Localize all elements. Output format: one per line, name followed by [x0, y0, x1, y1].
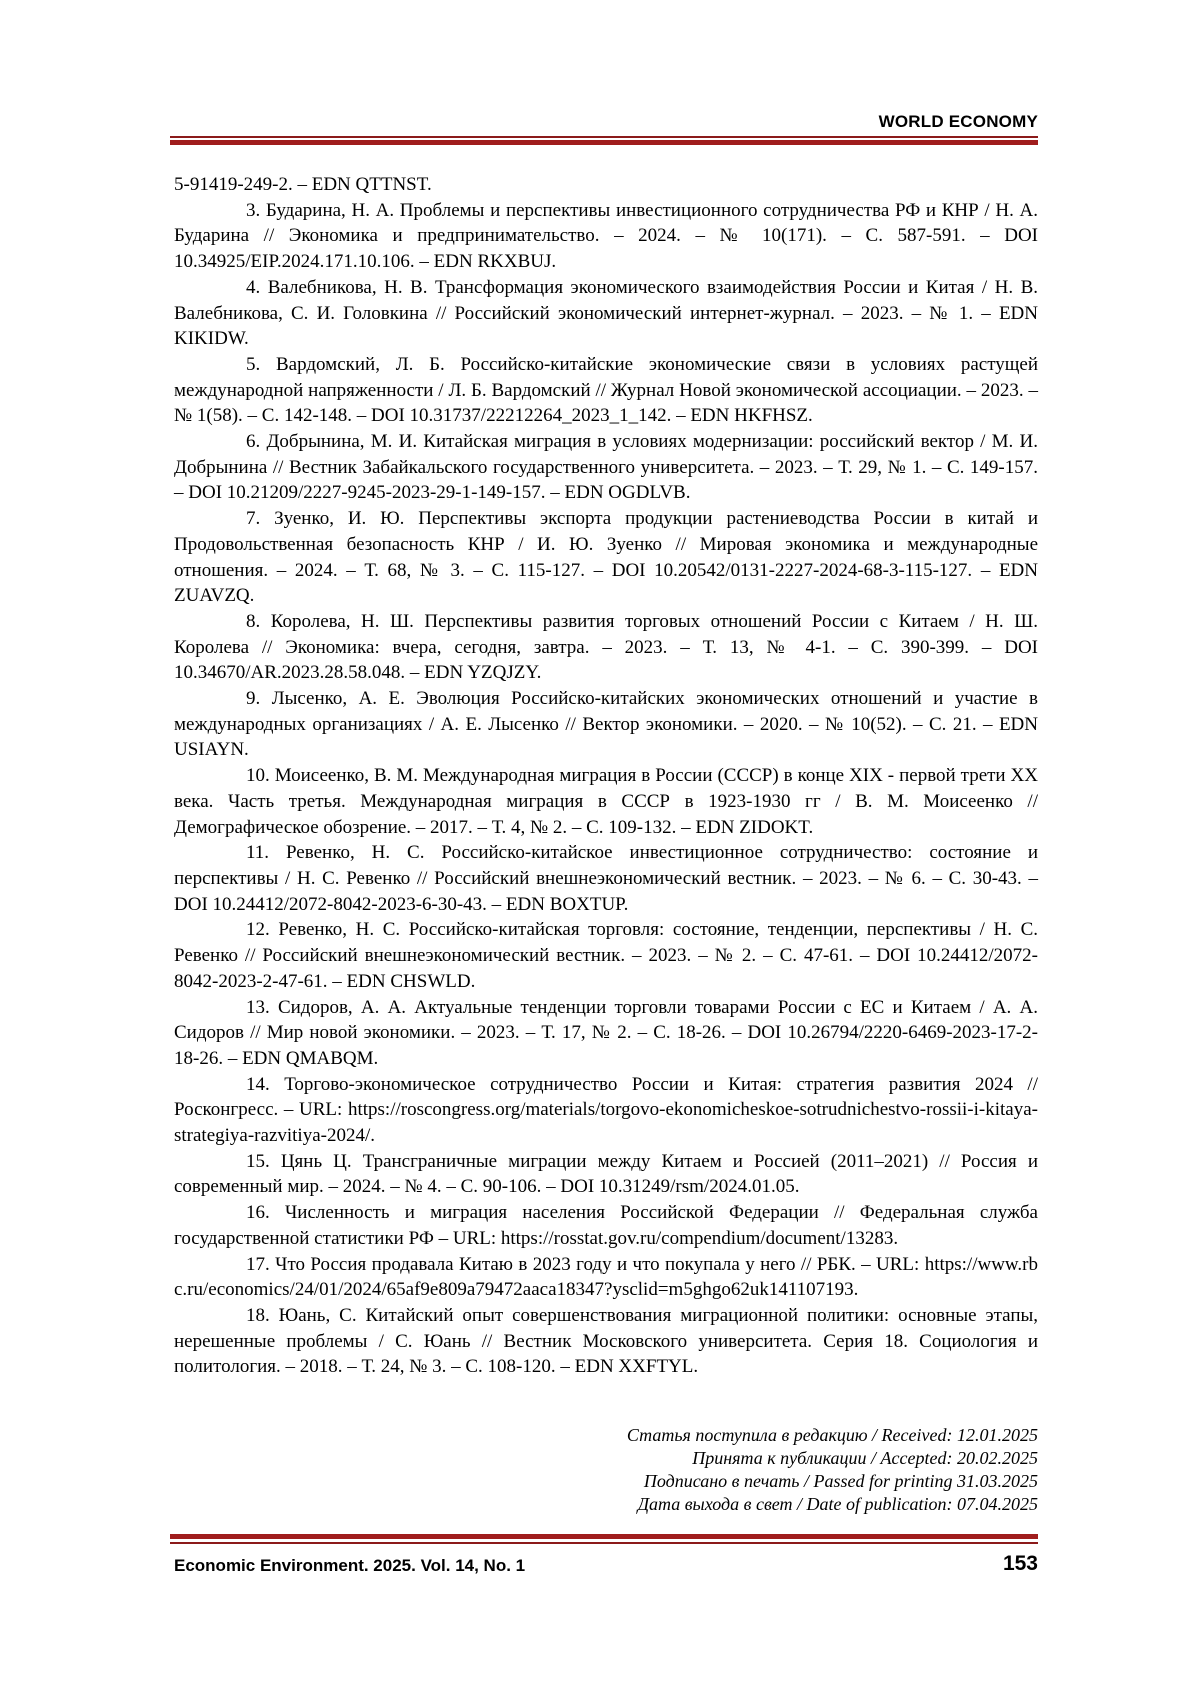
reference-item-3: 3. Бударина, Н. А. Проблемы и перспективы инвестиционного сотрудничества РФ и КНР / Н. А. Бударина // Экономика и предпринимательство. – 2024. – № 10(171). – С. 587-591. – DOI 10.34925/EIP.2024.171.10.106. – EDN RKXBUJ. [174, 199, 1038, 273]
reference-item-9: 9. Лысенко, А. Е. Эволюция Российско-китайских экономических отношений и участие в международных организациях / А. Е. Лысенко // Вектор экономики. – 2020. – № 10(52). – С. 21. – EDN USIAYN. [174, 688, 1038, 761]
printing-date: Подписано в печать / Passed for printing 31.03.2025 [643, 1471, 1038, 1491]
reference-item-17: 17. Что Россия продавала Китаю в 2023 году и что покупала у него // РБК. – URL: https://www.rbc.ru/economics/24/01/2024/65af9e809a79472aaca18347?ysclid=m5ghgo62uk141107193. [174, 1253, 1038, 1301]
footer-rule-thin [170, 1542, 1038, 1544]
footer-rule-thick [170, 1534, 1038, 1539]
reference-item-6: 6. Добрынина, М. И. Китайская миграция в условиях модернизации: российский вектор / М. И. Добрынина // Вестник Забайкальского государственного университета. – 2023. – Т. 29, № 1. – С. 149-157. – DOI 10.21209/2227-9245-2023-29-1-149-157. – EDN OGDLVB. [174, 431, 1038, 504]
header-rule-thin [170, 136, 1038, 138]
reference-item-5: 5. Вардомский, Л. Б. Российско-китайские экономические связи в условиях растущей международной напряженности / Л. Б. Вардомский // Журнал Новой экономической ассоциации. – 2023. – № 1(58). – С. 142-148. – DOI 10.31737/22212264_2023_1_142. – EDN HKFHSZ. [174, 353, 1038, 427]
reference-list [174, 172, 1038, 1380]
reference-item-18: 18. Юань, С. Китайский опыт совершенствования миграционной политики: основные этапы, нерешенные проблемы / С. Юань // Вестник Московского университета. Серия 18. Социология и политология. – 2018. – Т. 24, № 3. – С. 108-120. – EDN XXFTYL. [174, 1304, 1038, 1378]
journal-citation: Economic Environment. 2025. Vol. 14, No. 1 [174, 1556, 526, 1575]
reference-item-8: 8. Королева, Н. Ш. Перспективы развития торговых отношений России с Китаем / Н. Ш. Королева // Экономика: вчера, сегодня, завтра. – 2023. – Т. 13, № 4-1. – С. 390-399. – DOI 10.34670/AR.2023.28.58.048. – EDN YZQJZY. [174, 610, 1038, 684]
reference-item-4: 4. Валебникова, Н. В. Трансформация экономического взаимодействия России и Китая / Н. В. Валебникова, С. И. Головкина // Российский экономический интернет-журнал. – 2023. – № 1. – EDN KIKIDW. [174, 276, 1038, 350]
reference-item-14: 14. Торгово-экономическое сотрудничество России и Китая: стратегия развития 2024 // Росконгресс. – URL: https://roscongress.org/materials/torgovo-ekonomicheskoe-sotrudnichestvo-rossii-i-kitaya-strategiya-razvitiya-2024/. [174, 1073, 1038, 1147]
reference-item-7: 7. Зуенко, И. Ю. Перспективы экспорта продукции растениеводства России в китай и Продовольственная безопасность КНР / И. Ю. Зуенко // Мировая экономика и международные отношения. – 2024. – Т. 68, № 3. – С. 115-127. – DOI 10.20542/0131-2227-2024-68-3-115-127. – EDN ZUAVZQ. [174, 508, 1038, 607]
reference-item-10: 10. Моисеенко, В. М. Международная миграция в России (СССР) в конце XIX - первой трети XX века. Часть третья. Международная миграция в СССР в 1923-1930 гг / В. М. Моисеенко // Демографическое обозрение. – 2017. – Т. 4, № 2. – С. 109-132. – EDN ZIDOKT. [174, 765, 1038, 838]
accepted-date: Принята к публикации / Accepted: 20.02.2025 [692, 1448, 1038, 1468]
reference-item-16: 16. Численность и миграция населения Российской Федерации // Федеральная служба государственной статистики РФ – URL: https://rosstat.gov.ru/compendium/document/13283. [174, 1202, 1038, 1249]
running-title: WORLD ECONOMY [878, 112, 1038, 131]
publication-date: Дата выхода в свет / Date of publication: 07.04.2025 [637, 1494, 1038, 1514]
received-date: Статья поступила в редакцию / Received: 12.01.2025 [626, 1425, 1038, 1445]
article-dates [627, 1424, 1038, 1516]
reference-item-13: 13. Сидоров, А. А. Актуальные тенденции торговли товарами России с ЕС и Китаем / А. А. Сидоров // Мир новой экономики. – 2023. – Т. 17, № 2. – С. 18-26. – DOI 10.26794/2220-6469-2023-17-2-18-26. – EDN QMABQM. [174, 996, 1038, 1069]
reference-continuation: 5-91419-249-2. – EDN QTTNST. [174, 174, 432, 195]
reference-item-11: 11. Ревенко, Н. С. Российско-китайское инвестиционное сотрудничество: состояние и перспективы / Н. С. Ревенко // Российский внешнеэкономический вестник. – 2023. – № 6. – С. 30-43. – DOI 10.24412/2072-8042-2023-6-30-43. – EDN BOXTUP. [174, 842, 1038, 915]
page-number: 153 [1002, 1552, 1038, 1575]
reference-item-12: 12. Ревенко, Н. С. Российско-китайская торговля: состояние, тенденции, перспективы / Н. С. Ревенко // Российский внешнеэкономический вестник. – 2023. – № 2. – С. 47-61. – DOI 10.24412/2072-8042-2023-2-47-61. – EDN CHSWLD. [174, 919, 1038, 992]
reference-item-15: 15. Цянь Ц. Трансграничные миграции между Китаем и Россией (2011–2021) // Россия и современный мир. – 2024. – № 4. – С. 90-106. – DOI 10.31249/rsm/2024.01.05. [174, 1150, 1038, 1198]
header-rule-thick [170, 140, 1038, 145]
